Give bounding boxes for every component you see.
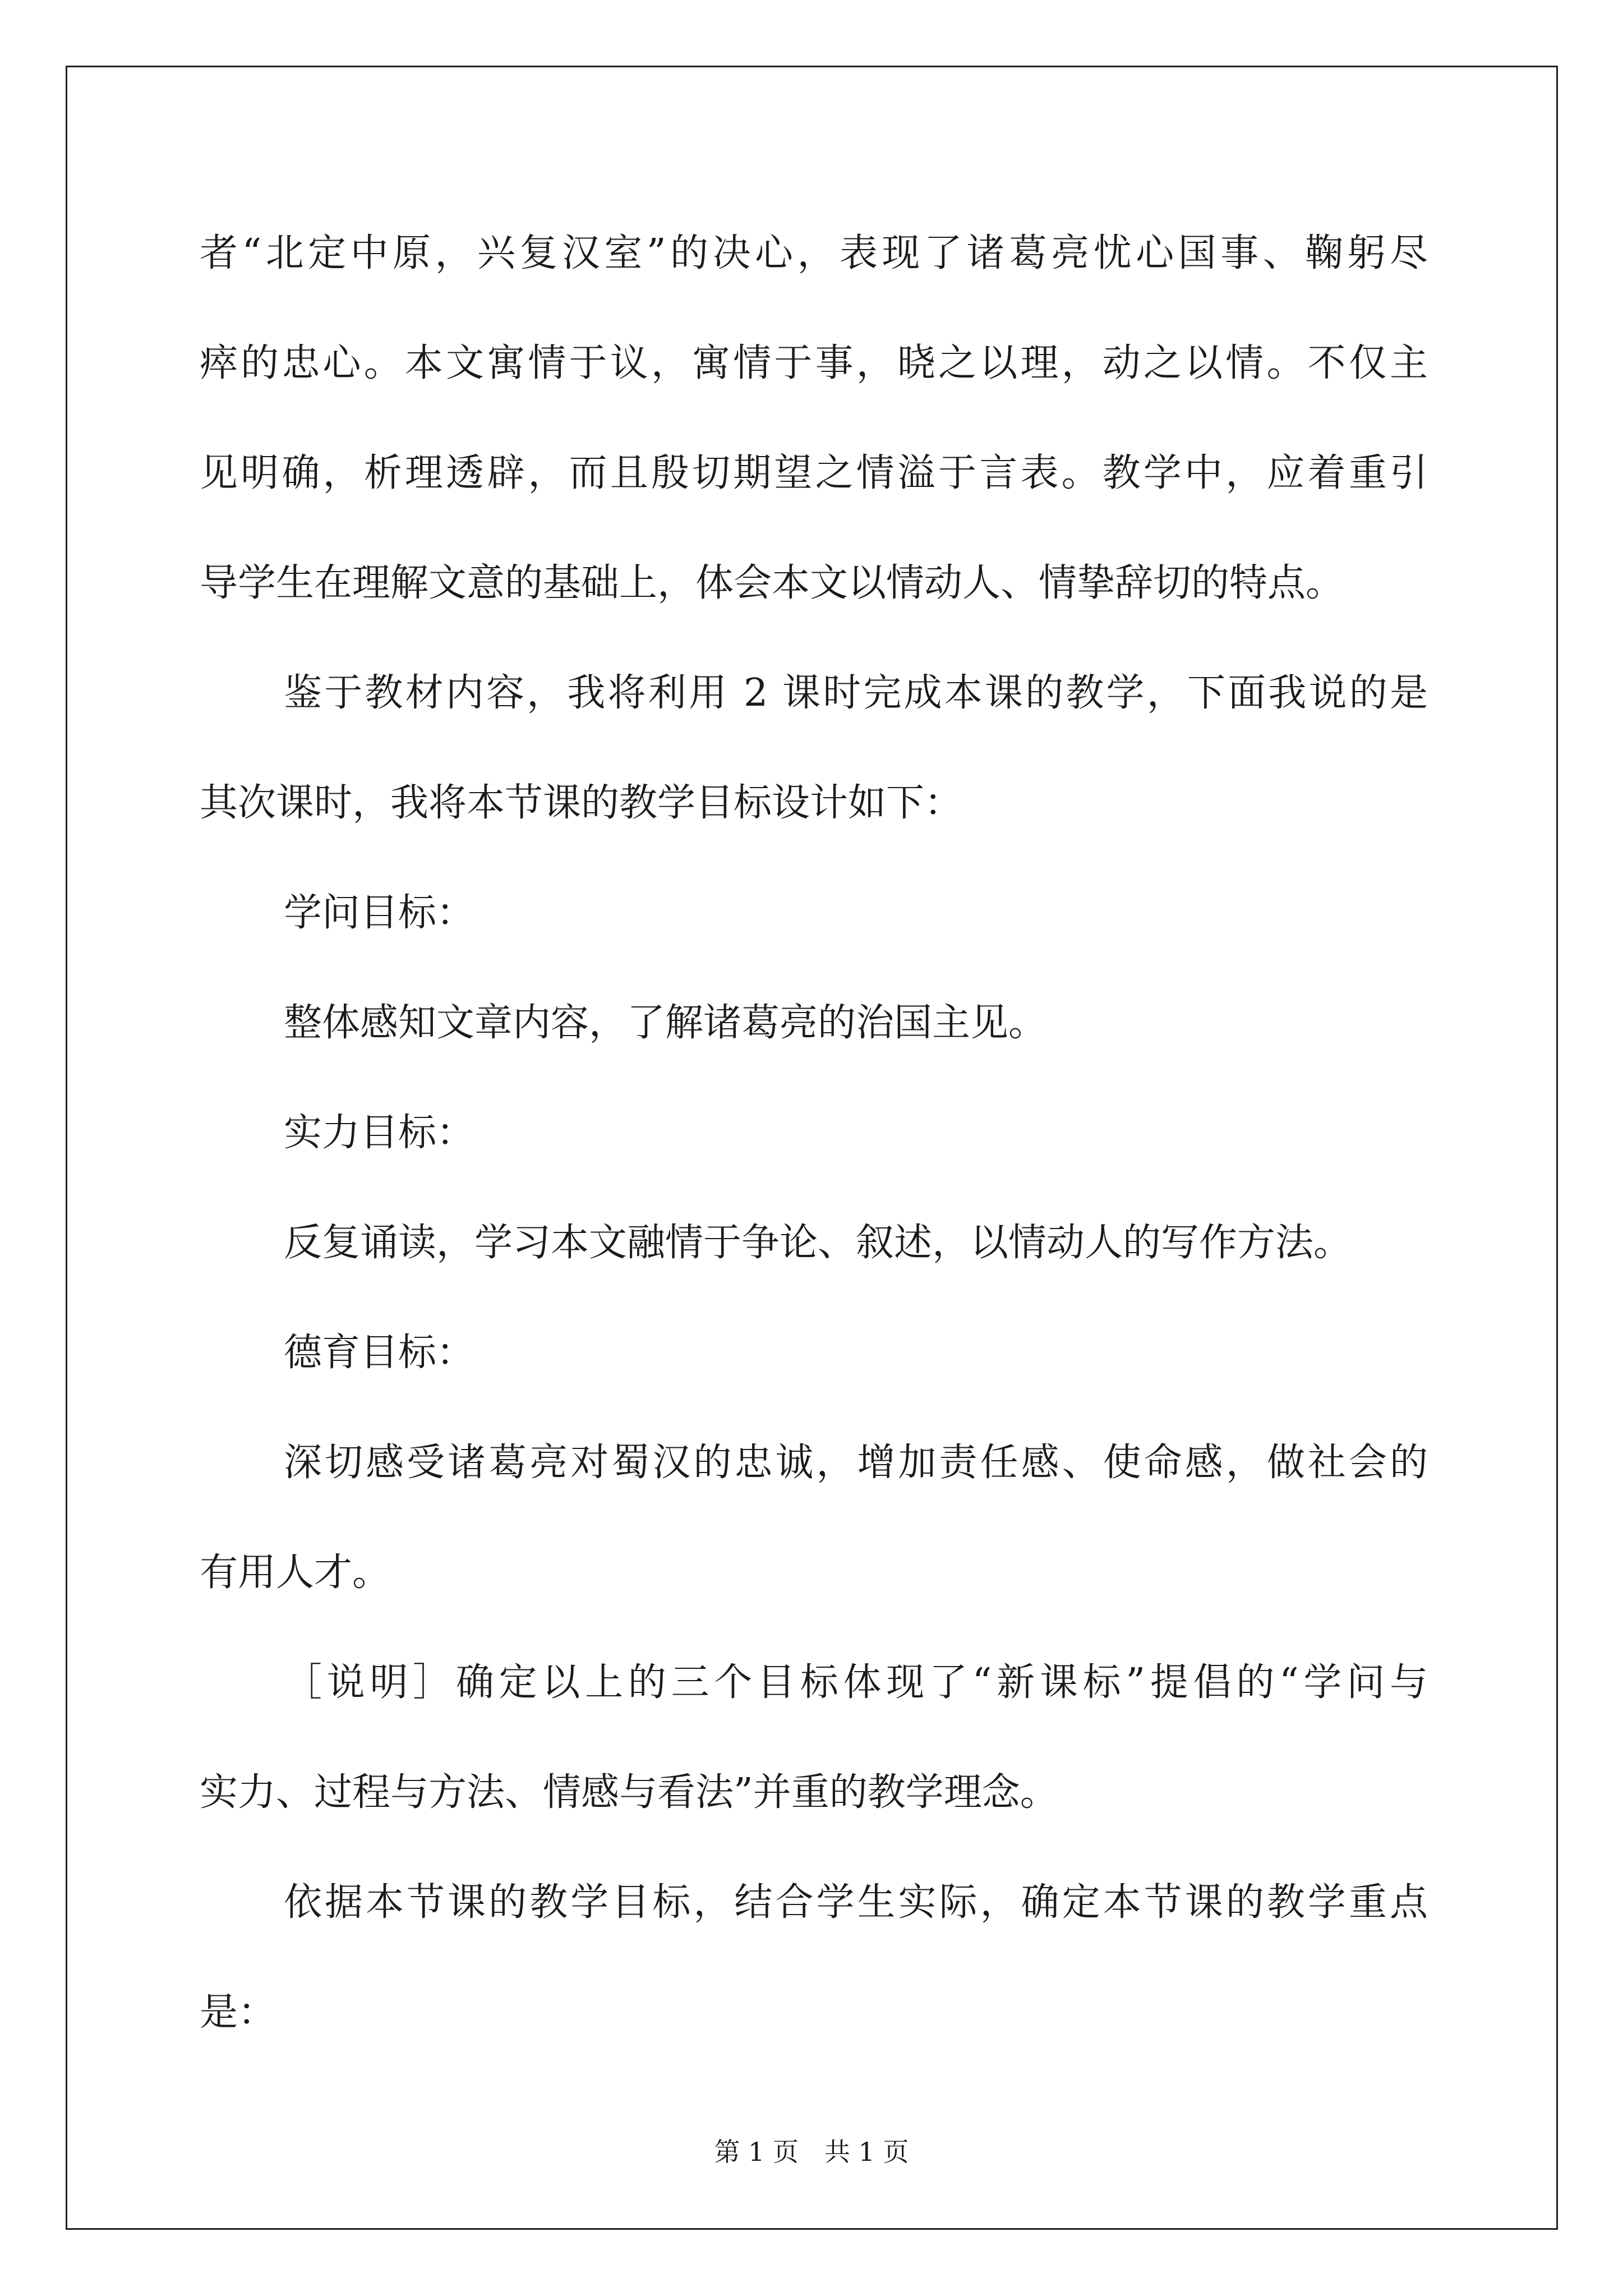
- paragraph-line: 其次课时，我将本节课的教学目标设计如下：: [200, 781, 963, 825]
- paragraph-line: 深切感受诸葛亮对蜀汉的忠诚，增加责任感、使命感，做社会的: [284, 1441, 1428, 1485]
- section-heading: 德育目标：: [284, 1331, 475, 1375]
- section-heading: 学问目标：: [284, 891, 475, 935]
- paragraph-line: 者“北定中原，兴复汉室”的决心，表现了诸葛亮忧心国事、鞠躬尽: [200, 231, 1428, 275]
- document-body: [200, 199, 1428, 2068]
- paragraph-line: 实力、过程与方法、情感与看法”并重的教学理念。: [200, 1770, 1058, 1815]
- paragraph-line: 瘁的忠心。本文寓情于议，寓情于事，晓之以理，动之以情。不仅主: [200, 341, 1428, 385]
- paragraph-line: 依据本节课的教学目标，结合学生实际，确定本节课的教学重点: [284, 1880, 1428, 1925]
- paragraph-line: 是：: [200, 1990, 276, 2035]
- paragraph-line: 整体感知文章内容，了解诸葛亮的治国主见。: [284, 1001, 1047, 1045]
- paragraph-line: 反复诵读，学习本文融情于争论、叙述，以情动人的写作方法。: [284, 1221, 1352, 1265]
- paragraph-line: 见明确，析理透辟，而且殷切期望之情溢于言表。教学中，应着重引: [200, 451, 1428, 495]
- paragraph-line: 鉴于教材内容，我将利用 2 课时完成本课的教学，下面我说的是: [284, 671, 1428, 715]
- paragraph-line: ［说明］确定以上的三个目标体现了“新课标”提倡的“学问与: [284, 1660, 1428, 1705]
- section-heading: 实力目标：: [284, 1111, 475, 1155]
- paragraph-line: 导学生在理解文意的基础上，体会本文以情动人、情挚辞切的特点。: [200, 561, 1344, 605]
- paragraph-line: 有用人才。: [200, 1550, 391, 1595]
- page-footer: 第 1 页 共 1 页: [714, 2137, 909, 2167]
